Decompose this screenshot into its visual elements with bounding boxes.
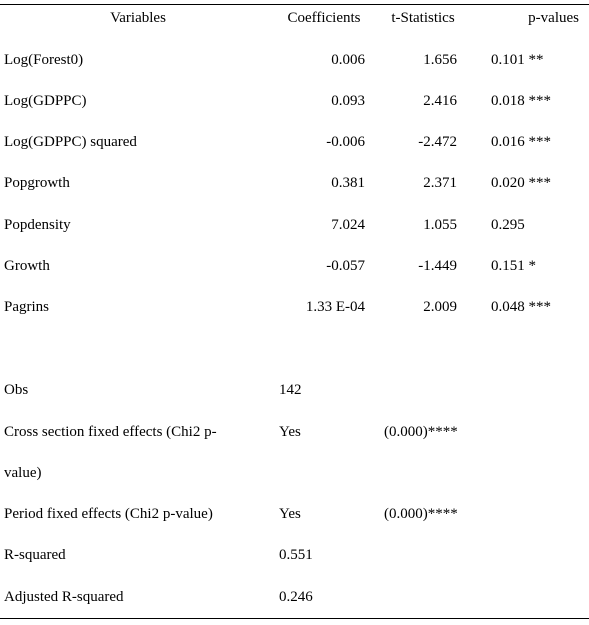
- period-fe-value: Yes: [279, 506, 301, 522]
- cross-section-fe-value: Yes: [279, 424, 301, 440]
- row-coefficient: 0.093: [331, 93, 365, 109]
- row-coefficient: 1.33 E-04: [305, 299, 365, 315]
- period-fe-label: Period fixed effects (Chi2 p-value): [4, 506, 213, 522]
- row-variable: Popgrowth: [4, 175, 70, 191]
- row-p-value: 0.048 ***: [491, 299, 551, 315]
- row-t-statistic: -2.472: [418, 134, 457, 150]
- obs-value: 142: [279, 382, 302, 398]
- row-p-value: 0.101 **: [491, 52, 544, 68]
- row-t-statistic: 1.656: [423, 52, 457, 68]
- cross-section-fe-label-line1: Cross section fixed effects (Chi2 p-: [4, 424, 217, 440]
- row-p-value: 0.151 *: [491, 258, 536, 274]
- cross-section-fe-label-line2: value): [4, 465, 42, 481]
- row-variable: Growth: [4, 258, 50, 274]
- row-variable: Log(Forest0): [4, 52, 84, 68]
- row-t-statistic: 2.416: [423, 93, 457, 109]
- row-t-statistic: -1.449: [418, 258, 457, 274]
- adjusted-r-squared-label: Adjusted R-squared: [4, 589, 124, 605]
- row-p-value: 0.295: [491, 217, 525, 233]
- r-squared-label: R-squared: [4, 547, 66, 563]
- row-t-statistic: 1.055: [423, 217, 457, 233]
- row-variable: Pagrins: [4, 299, 49, 315]
- header-coefficients: Coefficients: [287, 10, 361, 26]
- row-coefficient: 0.006: [331, 52, 365, 68]
- row-p-value: 0.018 ***: [491, 93, 551, 109]
- obs-label: Obs: [4, 382, 29, 398]
- row-t-statistic: 2.009: [423, 299, 457, 315]
- adjusted-r-squared-value: 0.246: [279, 589, 313, 605]
- r-squared-value: 0.551: [279, 547, 313, 563]
- table-bottom-rule: [0, 618, 589, 619]
- cross-section-fe-test: (0.000)****: [384, 424, 458, 440]
- row-coefficient: 0.381: [331, 175, 365, 191]
- header-p-values: p-values: [528, 10, 579, 26]
- header-t-statistics: t-Statistics: [391, 10, 455, 26]
- table-top-rule: [0, 4, 589, 5]
- row-variable: Log(GDPPC) squared: [4, 134, 137, 150]
- row-coefficient: -0.057: [326, 258, 365, 274]
- row-variable: Popdensity: [4, 217, 71, 233]
- row-variable: Log(GDPPC): [4, 93, 87, 109]
- row-p-value: 0.016 ***: [491, 134, 551, 150]
- row-coefficient: 7.024: [331, 217, 365, 233]
- row-coefficient: -0.006: [326, 134, 365, 150]
- row-p-value: 0.020 ***: [491, 175, 551, 191]
- header-variables: Variables: [110, 10, 166, 26]
- period-fe-test: (0.000)****: [384, 506, 458, 522]
- row-t-statistic: 2.371: [423, 175, 457, 191]
